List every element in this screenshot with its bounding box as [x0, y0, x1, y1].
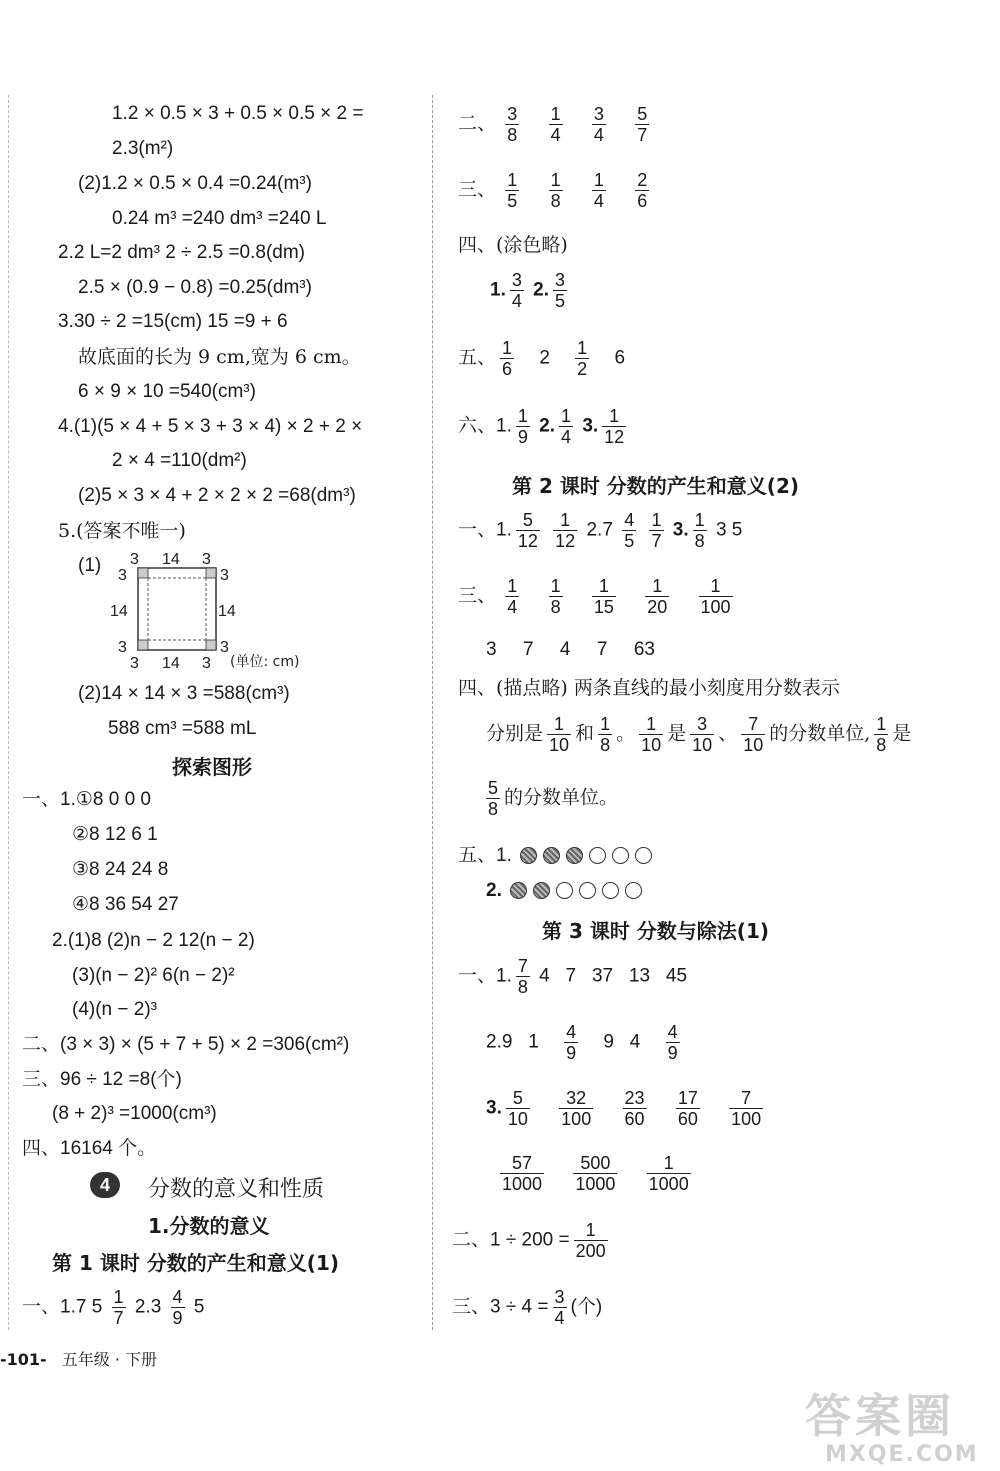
- fraction: [553, 510, 577, 551]
- fraction: [500, 1153, 544, 1194]
- answer-line: [458, 956, 687, 997]
- denominator: 60: [624, 1109, 645, 1129]
- text: 和: [575, 722, 595, 745]
- text-line: 一、1.①8 0 0 0: [22, 789, 151, 810]
- fraction: [549, 576, 563, 617]
- numerator: 1: [547, 714, 571, 735]
- text-line: (8 + 2)³ =1000(cm³): [52, 1103, 217, 1124]
- numerator: 1: [553, 510, 577, 531]
- diagram-label: 3: [130, 551, 139, 568]
- text-line: (4)(n − 2)³: [72, 999, 157, 1020]
- grade-label: 五年级 · 下册: [61, 1350, 158, 1369]
- text: 3.: [672, 519, 689, 541]
- page-number: -101-: [0, 1350, 47, 1369]
- text: 2.7: [586, 519, 613, 541]
- answer-line: [458, 406, 630, 447]
- denominator: 9: [566, 1043, 577, 1063]
- text: 2.3: [134, 1296, 162, 1318]
- denominator: 8: [550, 191, 561, 211]
- lesson-heading: 第 3 课时 分数与除法(1): [542, 919, 770, 943]
- denominator: 7: [637, 125, 648, 145]
- numerator: 4: [624, 510, 635, 530]
- text: 一、1.7 5: [22, 1296, 103, 1318]
- answer-line: [458, 510, 742, 551]
- empty-circle: [612, 847, 629, 864]
- diagram-label: 14: [110, 603, 128, 620]
- denominator: 100: [700, 597, 731, 617]
- fraction: [574, 1220, 608, 1261]
- text-line: 1.2 × 0.5 × 3 + 0.5 × 0.5 × 2 =: [112, 103, 364, 124]
- denominator: 4: [593, 191, 604, 211]
- fraction: [699, 576, 733, 617]
- denominator: 100: [561, 1109, 592, 1129]
- denominator: 4: [507, 597, 518, 617]
- numerator: 1: [699, 576, 733, 597]
- column-divider: [432, 95, 433, 1330]
- answer-line: [482, 778, 618, 819]
- numerator: 3: [554, 1287, 565, 1307]
- numerator: 1: [651, 510, 662, 530]
- denominator: 9: [172, 1308, 183, 1328]
- text: 2: [539, 347, 550, 369]
- text-line: 四、(描点略) 两条直线的最小刻度用分数表示: [458, 677, 840, 699]
- denominator: 8: [876, 735, 887, 755]
- answer-line: [458, 104, 653, 145]
- text: 3.: [582, 415, 599, 437]
- diagram-label: 14: [162, 551, 180, 568]
- fraction: [622, 510, 636, 551]
- box-net-diagram: [110, 550, 350, 675]
- numerator: 1: [876, 714, 887, 734]
- fraction: [549, 170, 563, 211]
- text: 三、: [458, 179, 497, 201]
- numerator: 1: [507, 576, 518, 596]
- text: 。: [616, 722, 636, 745]
- shaded-circle: [510, 882, 527, 899]
- numerator: 3: [690, 714, 714, 735]
- text: 分别是: [486, 722, 544, 745]
- text: 2.9 1: [486, 1031, 539, 1053]
- text: 三、3 ÷ 4 =: [452, 1296, 549, 1318]
- numerator: 3: [507, 104, 518, 124]
- diagram-label: 14: [218, 603, 236, 620]
- denominator: 9: [667, 1043, 678, 1063]
- text: 3.: [486, 1097, 502, 1119]
- fraction: [602, 406, 626, 447]
- denominator: 4: [511, 291, 522, 311]
- fraction: [506, 1088, 530, 1129]
- fraction: [741, 714, 765, 755]
- text: 是: [667, 722, 687, 745]
- numerator: 1: [645, 576, 669, 597]
- lesson-heading: 第 1 课时 分数的产生和意义(1): [52, 1251, 340, 1275]
- chapter-title: 分数的意义和性质: [148, 1177, 325, 1202]
- diagram-label: 3: [202, 551, 211, 568]
- diagram-label: 14: [162, 655, 180, 672]
- text: 三、: [458, 585, 497, 607]
- numerator: 57: [500, 1153, 544, 1174]
- denominator: 12: [604, 427, 625, 447]
- denominator: 5: [624, 531, 635, 551]
- answer-line: [22, 1287, 204, 1328]
- text-line: 3 7 4 7 63: [486, 639, 655, 660]
- text: 一、1.: [458, 519, 512, 541]
- numerator: 500: [573, 1153, 617, 1174]
- answer-line: [496, 1153, 695, 1194]
- numerator: 5: [506, 1088, 530, 1109]
- text-line: 588 cm³ =588 mL: [108, 718, 257, 739]
- text-line: 2.(1)8 (2)n − 2 12(n − 2): [52, 930, 255, 951]
- fraction: [729, 1088, 763, 1129]
- denominator: 15: [593, 597, 614, 617]
- fraction: [666, 1022, 680, 1063]
- diagram-label: 3: [220, 567, 229, 584]
- numerator: 3: [593, 104, 604, 124]
- text-line: 3.30 ÷ 2 =15(cm) 15 =9 + 6: [58, 311, 288, 332]
- numerator: 1: [113, 1287, 124, 1307]
- fraction: [592, 104, 606, 145]
- fraction: [623, 1088, 647, 1129]
- diagram-label: 3: [220, 639, 229, 656]
- watermark-text: 答案圈: [805, 1389, 955, 1443]
- fraction: [505, 170, 519, 211]
- fraction: [874, 714, 888, 755]
- text: 二、: [458, 113, 497, 135]
- fraction: [559, 406, 573, 447]
- fraction: [598, 714, 612, 755]
- numerator: 1: [639, 714, 663, 735]
- denominator: 4: [554, 1308, 565, 1328]
- text-line: 5.(答案不唯一): [58, 520, 186, 542]
- text: 的分数单位。: [504, 786, 619, 809]
- fraction: [635, 170, 649, 211]
- numerator: 1: [507, 170, 518, 190]
- text-line: 2.3(m²): [112, 138, 174, 159]
- fraction: [676, 1088, 700, 1129]
- fraction: [564, 1022, 578, 1063]
- denominator: 60: [677, 1109, 698, 1129]
- shaded-circle: [543, 847, 560, 864]
- text-line: 2.5 × (0.9 − 0.8) =0.25(dm³): [78, 277, 312, 298]
- fraction: [635, 104, 649, 145]
- numerator: 7: [729, 1088, 763, 1109]
- watermark-url: MXQE.COM: [825, 1442, 979, 1467]
- chapter-badge: 4: [90, 1172, 120, 1198]
- empty-circle: [589, 847, 606, 864]
- empty-circle: [602, 882, 619, 899]
- denominator: 8: [507, 125, 518, 145]
- denominator: 6: [502, 359, 513, 379]
- denominator: 8: [694, 531, 705, 551]
- text-line: (2)1.2 × 0.5 × 0.4 =0.24(m³): [78, 173, 312, 194]
- answer-line: [486, 714, 911, 755]
- text-line: 6 × 9 × 10 =540(cm³): [78, 381, 256, 402]
- text-line: 2 × 4 =110(dm²): [112, 450, 247, 471]
- denominator: 20: [647, 597, 668, 617]
- text-line: 四、(涂色略): [458, 234, 568, 256]
- numerator: 1: [647, 1153, 691, 1174]
- denominator: 2: [577, 359, 588, 379]
- text: 的分数单位,: [769, 722, 871, 745]
- numerator: 1: [574, 1220, 608, 1241]
- answer-line: [486, 1022, 684, 1063]
- fraction: [549, 104, 563, 145]
- denominator: 8: [550, 597, 561, 617]
- text-line: (2)5 × 3 × 4 + 2 × 2 × 2 =68(dm³): [78, 485, 356, 506]
- fraction: [553, 1287, 567, 1328]
- numerator: 1: [517, 406, 528, 426]
- denominator: 10: [743, 735, 764, 755]
- denominator: 8: [600, 735, 611, 755]
- fraction: [559, 1088, 593, 1129]
- numerator: 3: [555, 270, 566, 290]
- numerator: 1: [600, 714, 611, 734]
- answer-line: [486, 879, 645, 903]
- diagram-label: 3: [202, 655, 211, 672]
- text-line: 四、16164 个。: [22, 1138, 157, 1159]
- text: 二、1 ÷ 200 =: [452, 1229, 570, 1251]
- numerator: 1: [577, 338, 588, 358]
- numerator: 4: [172, 1287, 183, 1307]
- denominator: 10: [692, 735, 713, 755]
- fraction: [505, 576, 519, 617]
- text-line: 故底面的长为 9 cm,宽为 6 cm。: [78, 346, 361, 368]
- text: 是: [892, 722, 912, 745]
- text-line: 三、96 ÷ 12 =8(个): [22, 1069, 182, 1090]
- answer-line: [458, 170, 653, 211]
- fraction: [547, 714, 571, 755]
- diagram-label: 3: [130, 655, 139, 672]
- denominator: 1000: [575, 1174, 616, 1194]
- text-line: 0.24 m³ =240 dm³ =240 L: [112, 208, 327, 229]
- text-line: ④8 36 54 27: [72, 894, 179, 915]
- text: 5: [193, 1296, 205, 1318]
- numerator: 4: [667, 1022, 678, 1042]
- fraction: [649, 510, 663, 551]
- fraction: [645, 576, 669, 617]
- text: 1.: [490, 279, 506, 301]
- text: 、: [718, 722, 738, 745]
- empty-circle: [556, 882, 573, 899]
- numerator: 5: [637, 104, 648, 124]
- denominator: 1000: [502, 1174, 543, 1194]
- numerator: 3: [511, 270, 522, 290]
- denominator: 8: [517, 977, 528, 997]
- left-margin-rule: [8, 95, 9, 1330]
- fraction: [575, 338, 589, 379]
- shaded-circle: [533, 882, 550, 899]
- answer-line: [486, 1088, 767, 1129]
- denominator: 4: [561, 427, 572, 447]
- fraction: [693, 510, 707, 551]
- text: 2.: [533, 279, 550, 301]
- fraction: [647, 1153, 691, 1194]
- denominator: 10: [641, 735, 662, 755]
- numerator: 23: [624, 1088, 645, 1108]
- watermark-logo: [805, 1390, 1000, 1471]
- numerator: 7: [517, 956, 528, 976]
- fraction: [516, 956, 530, 997]
- numerator: 1: [550, 170, 561, 190]
- denominator: 200: [575, 1241, 606, 1261]
- text-line: (1): [78, 555, 102, 576]
- fraction: [553, 270, 567, 311]
- fraction: [486, 778, 500, 819]
- fraction: [592, 170, 606, 211]
- numerator: 1: [694, 510, 705, 530]
- denominator: 4: [593, 125, 604, 145]
- empty-circle: [635, 847, 652, 864]
- numerator: 1: [550, 576, 561, 596]
- numerator: 4: [566, 1022, 577, 1042]
- answer-line: [452, 1220, 612, 1261]
- denominator: 7: [651, 531, 662, 551]
- numerator: 1: [550, 104, 561, 124]
- fraction: [500, 338, 514, 379]
- answer-line: [490, 270, 571, 311]
- fraction: [516, 406, 530, 447]
- numerator: 1: [561, 406, 572, 426]
- denominator: 12: [555, 531, 576, 551]
- numerator: 7: [741, 714, 765, 735]
- text: 六、1.: [458, 415, 512, 437]
- diagram-label: 3: [118, 567, 127, 584]
- numerator: 2: [637, 170, 648, 190]
- lesson-heading: 第 2 课时 分数的产生和意义(2): [512, 474, 800, 498]
- fraction: [171, 1287, 185, 1328]
- section-heading: 探索图形: [172, 755, 252, 779]
- numerator: 1: [602, 406, 626, 427]
- text-line: 二、(3 × 3) × (5 + 7 + 5) × 2 =306(cm²): [22, 1034, 350, 1055]
- shaded-circle: [520, 847, 537, 864]
- denominator: 1000: [648, 1174, 689, 1194]
- numerator: 17: [677, 1088, 698, 1108]
- fraction: [510, 270, 524, 311]
- text-line: (2)14 × 14 × 3 =588(cm³): [78, 683, 290, 704]
- text: 五、: [458, 347, 497, 369]
- text: 3 5: [715, 519, 743, 541]
- denominator: 6: [637, 191, 648, 211]
- fraction: [639, 714, 663, 755]
- empty-circle: [579, 882, 596, 899]
- numerator: 5: [516, 510, 540, 531]
- answer-line: [452, 1287, 602, 1328]
- diagram-label: 3: [118, 639, 127, 656]
- numerator: 5: [488, 778, 499, 798]
- denominator: 4: [550, 125, 561, 145]
- text: 4 7 37 13 45: [539, 965, 688, 987]
- text-line: (3)(n − 2)² 6(n − 2)²: [72, 965, 235, 986]
- fraction: [573, 1153, 617, 1194]
- shaded-circle: [566, 847, 583, 864]
- text: 2.: [539, 415, 556, 437]
- answer-line: [458, 576, 737, 617]
- text-line: 4.(1)(5 × 4 + 5 × 3 + 3 × 4) × 2 + 2 ×: [58, 416, 363, 437]
- text: 一、1.: [458, 965, 512, 987]
- text: 9 4: [603, 1031, 641, 1053]
- section-heading: 1.分数的意义: [148, 1214, 270, 1238]
- answer-line: [458, 844, 655, 868]
- fraction: [505, 104, 519, 145]
- text-line: ②8 12 6 1: [72, 824, 158, 845]
- text: 6: [614, 347, 626, 369]
- denominator: 100: [731, 1109, 762, 1129]
- denominator: 5: [555, 291, 566, 311]
- text: (个): [570, 1296, 603, 1318]
- text-line: 2.2 L=2 dm³ 2 ÷ 2.5 =0.8(dm): [58, 242, 305, 263]
- text: 五、1.: [458, 845, 512, 866]
- page-footer: [0, 1347, 157, 1370]
- denominator: 10: [549, 735, 570, 755]
- denominator: 5: [507, 191, 518, 211]
- denominator: 9: [517, 427, 528, 447]
- numerator: 1: [592, 576, 616, 597]
- text-line: ③8 24 24 8: [72, 859, 169, 880]
- numerator: 1: [502, 338, 513, 358]
- numerator: 32: [559, 1088, 593, 1109]
- denominator: 12: [517, 531, 538, 551]
- denominator: 10: [507, 1109, 528, 1129]
- text: 2.: [486, 880, 502, 901]
- empty-circle: [625, 882, 642, 899]
- denominator: 8: [488, 799, 499, 819]
- denominator: 7: [113, 1308, 124, 1328]
- answer-line: [458, 338, 625, 379]
- fraction: [592, 576, 616, 617]
- diagram-unit: (单位: cm): [230, 654, 300, 670]
- fraction: [112, 1287, 126, 1328]
- fraction: [690, 714, 714, 755]
- fraction: [516, 510, 540, 551]
- numerator: 1: [593, 170, 604, 190]
